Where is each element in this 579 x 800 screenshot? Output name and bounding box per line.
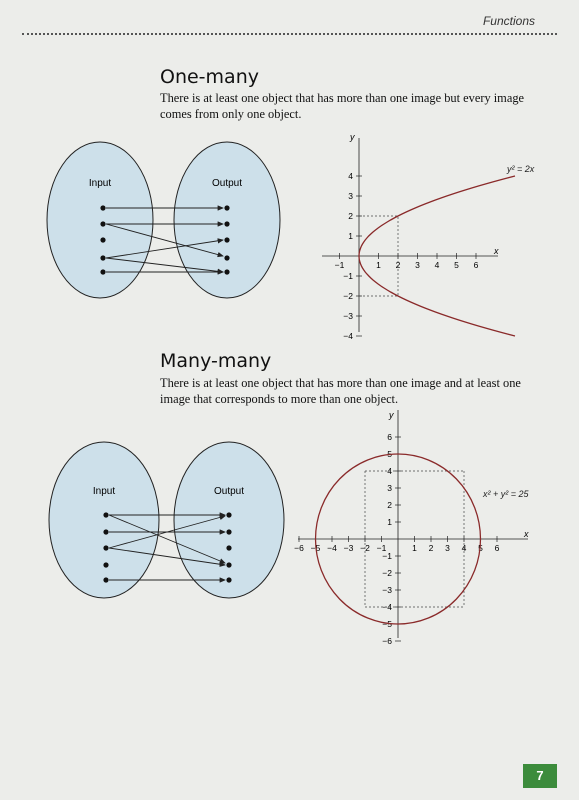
- output-label: Output: [211, 178, 243, 189]
- many-many-figure: [0, 408, 579, 648]
- y-tick: 2: [387, 500, 392, 510]
- x-tick: 1: [412, 543, 417, 553]
- one-many-figure: [0, 130, 579, 350]
- mapping-diagram-one-many: [47, 142, 280, 298]
- equation-label: y² = 2x: [507, 164, 535, 174]
- graph-one-many: [322, 132, 535, 341]
- output-label: Output: [213, 486, 245, 497]
- x-tick: 2: [395, 260, 401, 270]
- y-tick: 1: [387, 517, 392, 527]
- section-description-many-many: There is at least one object that has more than one image and at least one image that corresponds to more than one object.: [160, 376, 521, 406]
- mapping-diagram-many-many: [49, 442, 284, 598]
- y-tick: −1: [343, 271, 353, 281]
- y-axis-label: y: [350, 132, 355, 142]
- section-title-many-many: Many-many: [160, 350, 272, 372]
- x-axis-label: x: [494, 246, 499, 256]
- x-tick: −3: [343, 543, 354, 553]
- y-tick: −6: [382, 636, 392, 646]
- running-header: Functions: [482, 14, 535, 28]
- x-tick: 3: [445, 543, 450, 553]
- x-tick: 4: [461, 543, 467, 553]
- y-tick: 4: [387, 466, 392, 476]
- x-tick: −5: [310, 543, 321, 553]
- page-number-badge: 7: [523, 764, 557, 788]
- x-axis-label: x: [524, 529, 529, 539]
- header-divider: [22, 33, 557, 35]
- x-tick: 5: [454, 260, 459, 270]
- section-description-one-many: There is at least one object that has more than one image but every image comes from only one object.: [160, 91, 525, 121]
- x-tick: −1: [376, 543, 387, 553]
- y-tick: 2: [348, 211, 353, 221]
- y-tick: 4: [348, 171, 353, 181]
- x-tick: 6: [494, 543, 500, 553]
- y-tick: 6: [387, 432, 392, 442]
- y-tick: −5: [382, 619, 392, 629]
- input-label: Input: [92, 486, 116, 497]
- y-tick: 5: [387, 449, 392, 459]
- x-tick: −2: [360, 543, 370, 553]
- x-tick: 3: [415, 260, 420, 270]
- graph-many-many: [294, 410, 529, 646]
- equation-label: x² + y² = 25: [483, 489, 529, 499]
- y-tick: −2: [382, 568, 392, 578]
- x-tick: 5: [478, 543, 483, 553]
- y-tick: −4: [343, 331, 353, 341]
- x-tick: 6: [473, 260, 479, 270]
- y-tick: −2: [343, 291, 353, 301]
- y-tick: −4: [382, 602, 392, 612]
- y-tick: 3: [387, 483, 392, 493]
- section-title-one-many: One-many: [160, 66, 259, 88]
- y-tick: −1: [382, 551, 392, 561]
- y-tick: 3: [348, 191, 353, 201]
- x-tick: −4: [327, 543, 337, 553]
- x-tick: 4: [434, 260, 440, 270]
- x-tick: 2: [428, 543, 434, 553]
- y-axis-label: y: [389, 410, 394, 420]
- x-tick: 1: [376, 260, 381, 270]
- y-tick: −3: [343, 311, 353, 321]
- x-tick: −6: [294, 543, 304, 553]
- y-tick: −3: [382, 585, 392, 595]
- y-tick: 1: [348, 231, 353, 241]
- x-tick: −1: [334, 260, 345, 270]
- input-label: Input: [88, 178, 112, 189]
